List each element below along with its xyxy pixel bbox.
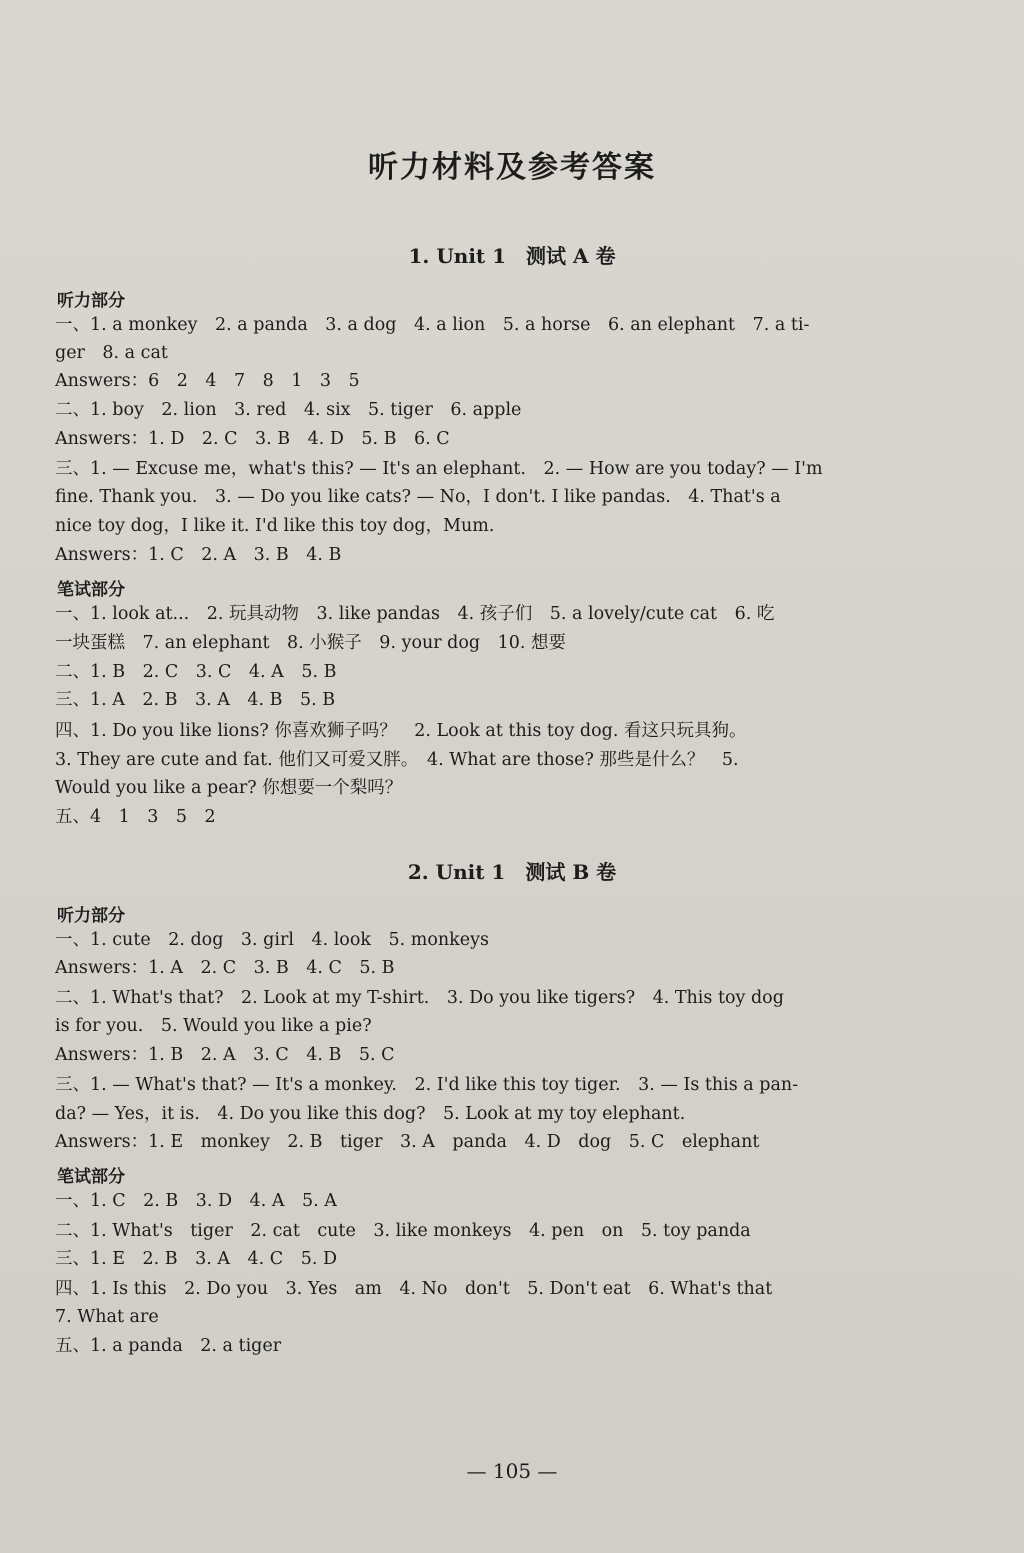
unit-a-writing-line: 一块蛋糕 7. an elephant 8. 小猴子 9. your dog 10. 想要 — [55, 633, 567, 653]
unit-b-heading: 2. Unit 1 测试 B 卷 — [407, 860, 617, 884]
unit-a-line: nice toy dog，I like it. I'd like this toy dog，Mum. — [55, 516, 495, 536]
unit-b-line: 三、1. — What's that? — It's a monkey. 2. I'd like this toy tiger. 3. — Is this a pan- — [55, 1075, 799, 1095]
unit-a-heading: 1. Unit 1 测试 A 卷 — [408, 244, 616, 268]
unit-a-line: 三、1. — Excuse me，what's this? — It's an elephant. 2. — How are you today? — I'm — [55, 459, 823, 479]
unit-b-writing-line: 三、1. E 2. B 3. A 4. C 5. D — [55, 1249, 337, 1269]
unit-b-line: da? — Yes，it is. 4. Do you like this dog? 5. Look at my toy elephant. — [55, 1104, 686, 1124]
unit-a-writing-line: 二、1. B 2. C 3. C 4. A 5. B — [55, 662, 337, 682]
unit-a-line: 一、1. a monkey 2. a panda 3. a dog 4. a lion 5. a horse 6. an elephant 7. a ti- — [55, 315, 810, 335]
unit-b-line: Answers：1. B 2. A 3. C 4. B 5. C — [55, 1045, 395, 1065]
unit-a-line: ger 8. a cat — [55, 343, 168, 363]
unit-a-writing-line: 五、4 1 3 5 2 — [55, 807, 216, 827]
unit-b-writing-line: 二、1. What's tiger 2. cat cute 3. like monkeys 4. pen on 5. toy panda — [55, 1221, 751, 1241]
unit-a-listening-label: 听力部分 — [57, 291, 125, 311]
unit-a-writing-line: 三、1. A 2. B 3. A 4. B 5. B — [55, 690, 336, 710]
unit-a-line: fine. Thank you. 3. — Do you like cats? — No，I don't. I like pandas. 4. That's a — [55, 487, 781, 507]
unit-b-writing-line: 五、1. a panda 2. a tiger — [55, 1336, 282, 1356]
unit-a-writing-line: Would you like a pear? 你想要一个梨吗？ — [55, 778, 403, 798]
unit-b-writing-line: 一、1. C 2. B 3. D 4. A 5. A — [55, 1191, 337, 1211]
unit-a-line: Answers：6 2 4 7 8 1 3 5 — [55, 371, 360, 391]
unit-a-writing-label: 笔试部分 — [57, 580, 125, 600]
unit-a-writing-line: 四、1. Do you like lions? 你喜欢狮子吗？ 2. Look at this toy dog. 看这只玩具狗。 — [55, 721, 747, 741]
unit-a-line: 二、1. boy 2. lion 3. red 4. six 5. tiger 6. apple — [55, 400, 522, 420]
unit-b-listening-label: 听力部分 — [57, 906, 125, 926]
unit-b-line: is for you. 5. Would you like a pie? — [55, 1016, 372, 1036]
unit-b-writing-line: 四、1. Is this 2. Do you 3. Yes am 4. No don't 5. Don't eat 6. What's that — [55, 1279, 773, 1299]
page-title: 听力材料及参考答案 — [368, 150, 656, 185]
unit-b-writing-line: 7. What are — [55, 1307, 159, 1327]
unit-a-line: Answers：1. D 2. C 3. B 4. D 5. B 6. C — [55, 429, 450, 449]
unit-b-line: 一、1. cute 2. dog 3. girl 4. look 5. monkeys — [55, 930, 489, 950]
unit-a-line: Answers：1. C 2. A 3. B 4. B — [55, 545, 342, 565]
unit-b-line: 二、1. What's that? 2. Look at my T-shirt. 3. Do you like tigers? 4. This toy dog — [55, 988, 784, 1008]
unit-b-line: Answers：1. E monkey 2. B tiger 3. A panda 4. D dog 5. C elephant — [55, 1132, 760, 1152]
unit-a-writing-line: 3. They are cute and fat. 他们又可爱又胖。 4. What are those? 那些是什么？ 5. — [55, 750, 739, 770]
unit-b-writing-label: 笔试部分 — [57, 1167, 125, 1187]
unit-b-line: Answers：1. A 2. C 3. B 4. C 5. B — [55, 958, 395, 978]
page-number: — 105 — — [466, 1459, 558, 1483]
unit-a-writing-line: 一、1. look at... 2. 玩具动物 3. like pandas 4. 孩子们 5. a lovely/cute cat 6. 吃 — [55, 604, 775, 624]
